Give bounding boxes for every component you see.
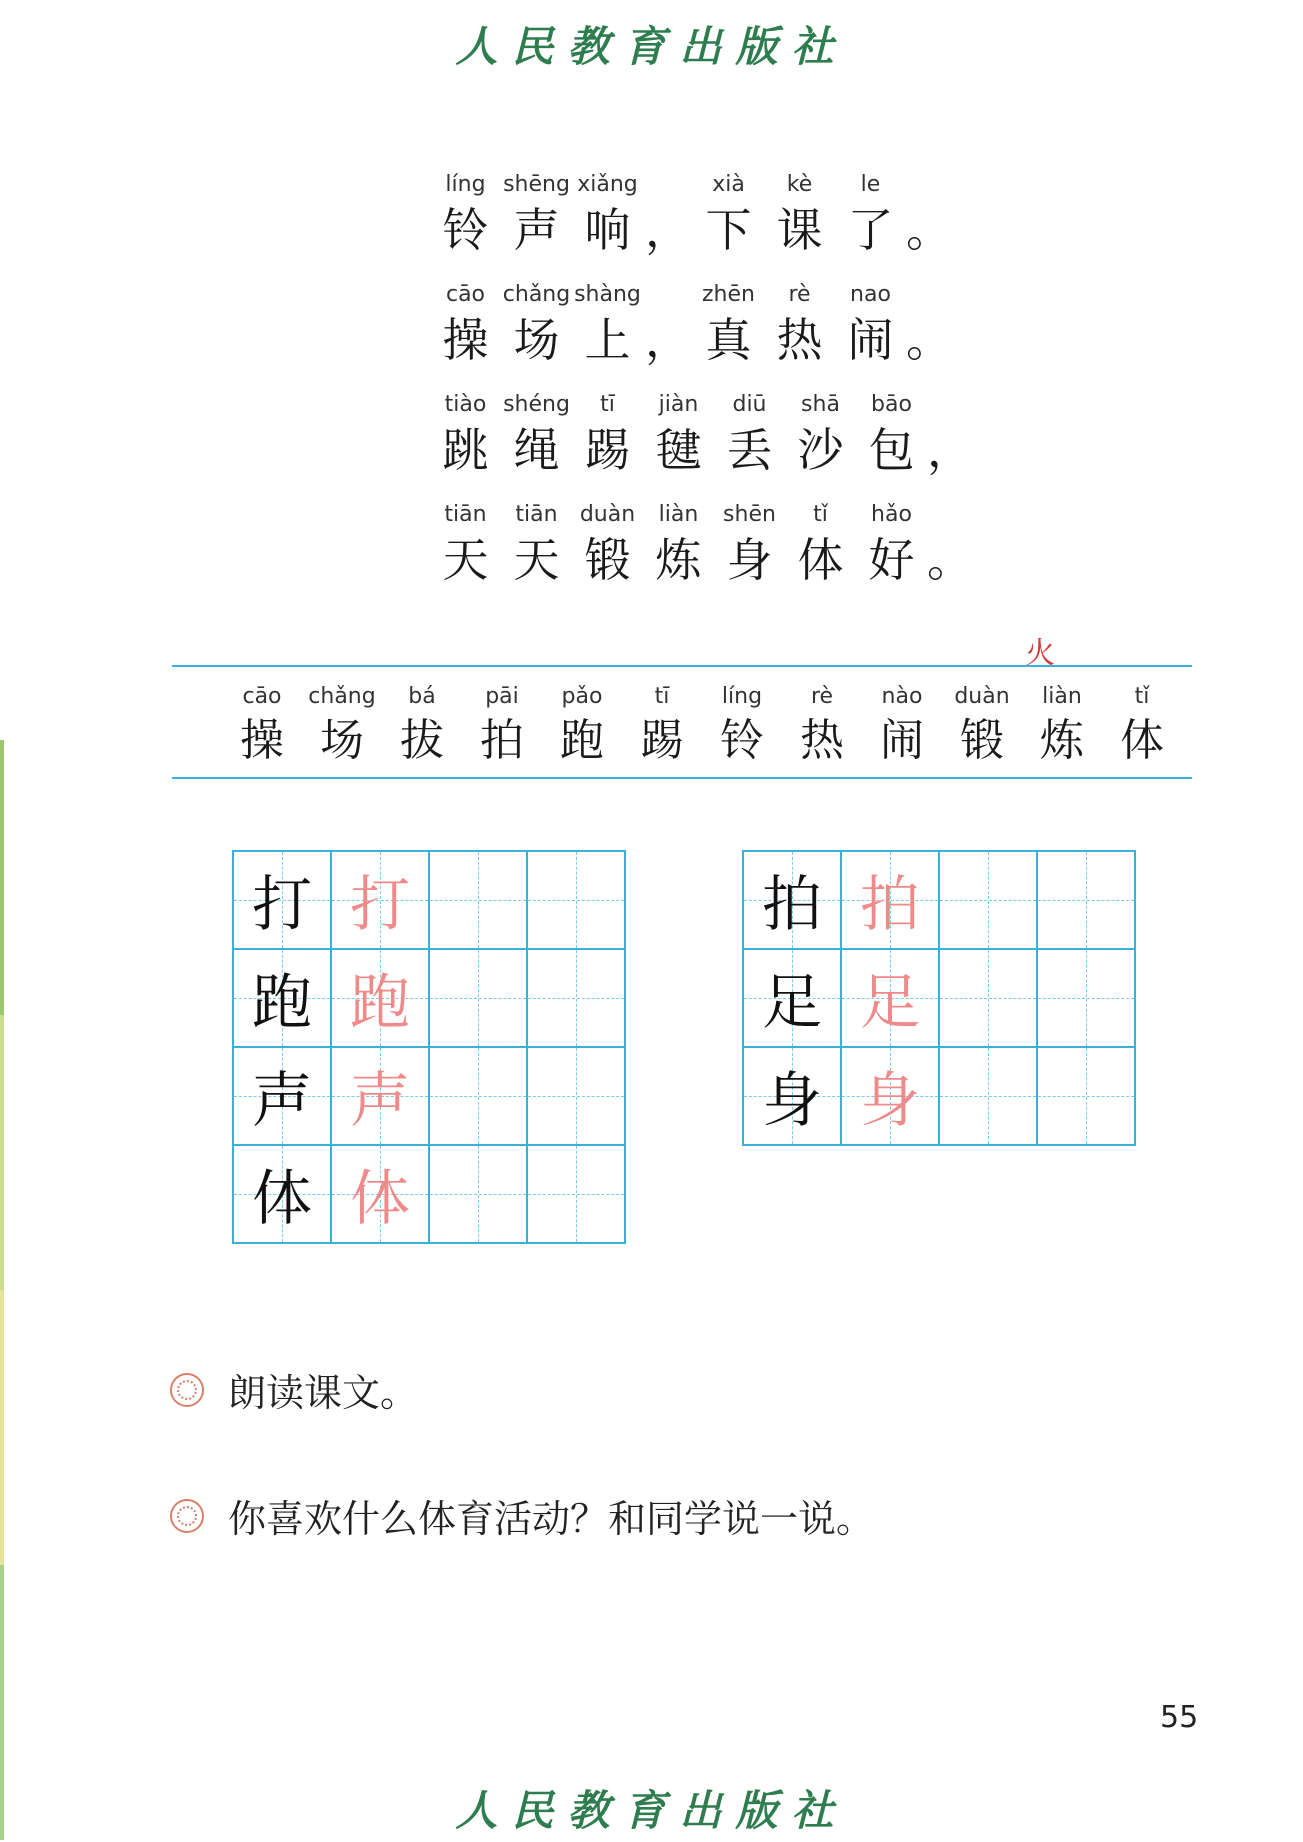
- hanzi: 闹: [847, 313, 894, 367]
- pinyin: bāo: [871, 392, 912, 417]
- hanzi: 锻: [960, 715, 1004, 766]
- grid-cell-blank[interactable]: [430, 950, 528, 1048]
- grid-cell-model: [744, 852, 842, 950]
- poem-syllable: [572, 500, 643, 590]
- vocabulary-list: [222, 681, 1182, 769]
- hanzi: 沙: [797, 423, 844, 477]
- hanzi: 热: [776, 313, 823, 367]
- poem-syllable: [501, 500, 572, 590]
- pinyin: rè: [788, 282, 811, 307]
- task-seal-icon: [170, 1373, 204, 1407]
- trace-character: 打: [350, 870, 410, 940]
- task-text: 你喜欢什么体育活动？和同学说一说。: [228, 1497, 875, 1541]
- pinyin: liàn: [1042, 684, 1082, 709]
- grid-cell-trace: [332, 950, 430, 1048]
- hanzi: 拔: [400, 715, 444, 766]
- hanzi: 真: [705, 313, 752, 367]
- model-character: 跑: [252, 968, 312, 1038]
- model-character: 打: [252, 870, 312, 940]
- vocab-item: [862, 681, 942, 769]
- hanzi: 天: [513, 533, 560, 587]
- hanzi: 铃: [442, 203, 489, 257]
- vocab-item: [382, 681, 462, 769]
- grid-cell-model: [234, 950, 332, 1048]
- vocab-item: [302, 681, 382, 769]
- grid-cell-blank[interactable]: [528, 950, 626, 1048]
- pinyin: xià: [712, 172, 745, 197]
- hanzi: 炼: [1040, 715, 1084, 766]
- task-seal-icon: [170, 1499, 204, 1533]
- poem-syllable: [693, 170, 764, 260]
- vocab-item: [702, 681, 782, 769]
- pinyin: chǎng: [308, 684, 376, 709]
- grid-cell-blank[interactable]: [940, 950, 1038, 1048]
- grid-cell-model: [234, 852, 332, 950]
- poem-syllable: [835, 280, 906, 370]
- poem-syllable: [835, 170, 906, 260]
- pinyin: hǎo: [871, 502, 912, 527]
- pinyin: xiǎng: [577, 172, 638, 197]
- grid-cell-model: [744, 950, 842, 1048]
- hanzi: 炼: [655, 533, 702, 587]
- hanzi: 了: [847, 203, 894, 257]
- poem-syllable: [501, 280, 572, 370]
- hanzi: 天: [442, 533, 489, 587]
- model-character: 声: [252, 1066, 312, 1136]
- grid-cell-blank[interactable]: [528, 1048, 626, 1146]
- trace-character: 足: [860, 968, 920, 1038]
- vocab-item: [782, 681, 862, 769]
- punctuation: 。: [906, 313, 952, 367]
- writing-grid-left: [232, 850, 626, 1244]
- punctuation: 。: [927, 533, 973, 587]
- grid-cell-blank[interactable]: [940, 852, 1038, 950]
- stroke-hint-radical: 火: [1025, 636, 1055, 671]
- grid-cell-blank[interactable]: [940, 1048, 1038, 1146]
- hanzi: 跑: [560, 715, 604, 766]
- hanzi: 声: [513, 203, 560, 257]
- vocab-item: [542, 681, 622, 769]
- hanzi: 课: [776, 203, 823, 257]
- hanzi: 踢: [584, 423, 631, 477]
- hanzi: 体: [1120, 715, 1164, 766]
- poem-line: [430, 150, 967, 260]
- pinyin: tǐ: [1134, 684, 1150, 709]
- poem-syllable: [693, 280, 764, 370]
- punctuation: 。: [906, 203, 952, 257]
- hanzi: 下: [705, 203, 752, 257]
- pinyin: nào: [881, 684, 923, 709]
- pinyin: chǎng: [502, 282, 571, 307]
- hanzi: 体: [797, 533, 844, 587]
- hanzi: 操: [240, 715, 284, 766]
- hanzi: 锻: [584, 533, 631, 587]
- publisher-watermark-top: 人民教育出版社: [455, 22, 848, 71]
- pinyin: tiào: [444, 392, 487, 417]
- vocab-item: [622, 681, 702, 769]
- hanzi: 操: [442, 313, 489, 367]
- grid-cell-trace: [842, 950, 940, 1048]
- pinyin: cāo: [242, 684, 282, 709]
- pinyin: bá: [408, 684, 436, 709]
- poem-syllable: [856, 500, 927, 590]
- hanzi: 身: [726, 533, 773, 587]
- hanzi: 闹: [880, 715, 924, 766]
- poem-syllable: [764, 280, 835, 370]
- pinyin: liàn: [658, 502, 699, 527]
- poem-syllable: [501, 390, 572, 480]
- grid-cell-trace: [332, 1146, 430, 1244]
- grid-cell-trace: [842, 852, 940, 950]
- punctuation: ，: [927, 423, 973, 477]
- poem-syllable: [430, 390, 501, 480]
- trace-character: 身: [860, 1066, 920, 1136]
- vocabulary-band: [172, 665, 1192, 779]
- pinyin: líng: [721, 684, 763, 709]
- vocab-item: [1022, 681, 1102, 769]
- pinyin: pāi: [485, 684, 519, 709]
- vocab-item: [462, 681, 542, 769]
- hanzi: 好: [868, 533, 915, 587]
- model-character: 体: [252, 1164, 312, 1234]
- pinyin: duàn: [579, 502, 636, 527]
- vocab-item: [942, 681, 1022, 769]
- vocab-item: [222, 681, 302, 769]
- poem-syllable: [430, 170, 501, 260]
- pinyin: tī: [600, 392, 615, 417]
- page-number: 55: [1160, 1700, 1199, 1735]
- pinyin: pǎo: [561, 684, 603, 709]
- poem-syllable: [430, 280, 501, 370]
- punctuation: ，: [645, 203, 691, 257]
- grid-cell-model: [744, 1048, 842, 1146]
- hanzi: 踢: [640, 715, 684, 766]
- grid-cell-blank[interactable]: [1038, 1048, 1136, 1146]
- poem-syllable: [714, 390, 785, 480]
- poem-syllable: [764, 170, 835, 260]
- pinyin: cāo: [445, 282, 486, 307]
- task-text: 朗读课文。: [228, 1371, 419, 1415]
- hanzi: 绳: [513, 423, 560, 477]
- poem-syllable: [572, 390, 643, 480]
- grid-cell-blank[interactable]: [1038, 852, 1136, 950]
- pinyin: tī: [654, 684, 670, 709]
- pinyin: jiàn: [658, 392, 699, 417]
- writing-grid-right: [742, 850, 1136, 1146]
- pinyin: diū: [732, 392, 767, 417]
- hanzi: 跳: [442, 423, 489, 477]
- trace-character: 拍: [860, 870, 920, 940]
- grid-cell-blank[interactable]: [430, 1048, 528, 1146]
- trace-character: 跑: [350, 968, 410, 1038]
- hanzi: 包: [868, 423, 915, 477]
- grid-cell-blank[interactable]: [528, 852, 626, 950]
- grid-cell-model: [234, 1146, 332, 1244]
- model-character: 拍: [762, 870, 822, 940]
- pinyin: shéng: [503, 392, 570, 417]
- poem-line: [430, 480, 973, 590]
- hanzi: 场: [513, 313, 560, 367]
- hanzi: 丢: [726, 423, 773, 477]
- hanzi: 场: [320, 715, 364, 766]
- hanzi: 响: [584, 203, 631, 257]
- poem-syllable: [501, 170, 572, 260]
- hanzi: 毽: [655, 423, 702, 477]
- poem-syllable: [572, 280, 643, 370]
- pinyin: shēng: [503, 172, 570, 197]
- grid-cell-model: [234, 1048, 332, 1146]
- pinyin: tiān: [515, 502, 558, 527]
- pinyin: shàng: [574, 282, 641, 307]
- pinyin: shā: [801, 392, 840, 417]
- poem-syllable: [643, 390, 714, 480]
- grid-cell-trace: [842, 1048, 940, 1146]
- hanzi: 热: [800, 715, 844, 766]
- pinyin: líng: [445, 172, 486, 197]
- poem-syllable: [856, 390, 927, 480]
- pinyin: rè: [810, 684, 834, 709]
- grid-cell-trace: [332, 1048, 430, 1146]
- publisher-watermark-bottom: 人民教育出版社: [455, 1786, 848, 1835]
- pinyin: le: [860, 172, 881, 197]
- pinyin: kè: [786, 172, 813, 197]
- grid-cell-blank[interactable]: [430, 852, 528, 950]
- poem-text: [430, 150, 973, 590]
- trace-character: 体: [350, 1164, 410, 1234]
- poem-syllable: [785, 500, 856, 590]
- pinyin: zhēn: [702, 282, 755, 307]
- model-character: 足: [762, 968, 822, 1038]
- poem-syllable: [714, 500, 785, 590]
- pinyin: shēn: [723, 502, 776, 527]
- poem-syllable: [785, 390, 856, 480]
- task-read-aloud: [170, 1362, 418, 1417]
- grid-cell-blank[interactable]: [1038, 950, 1136, 1048]
- pinyin: nao: [850, 282, 891, 307]
- grid-cell-blank[interactable]: [528, 1146, 626, 1244]
- punctuation: ，: [645, 313, 691, 367]
- page-edge-strip: [0, 740, 4, 1840]
- grid-cell-trace: [332, 852, 430, 950]
- pinyin: duàn: [954, 684, 1010, 709]
- poem-syllable: [572, 170, 643, 260]
- grid-cell-blank[interactable]: [430, 1146, 528, 1244]
- trace-character: 声: [350, 1066, 410, 1136]
- poem-line: [430, 260, 967, 370]
- vocab-item: [1102, 681, 1182, 769]
- poem-line: [430, 370, 973, 480]
- task-discuss: [170, 1488, 874, 1543]
- pinyin: tiān: [444, 502, 487, 527]
- poem-syllable: [643, 500, 714, 590]
- hanzi: 铃: [720, 715, 764, 766]
- model-character: 身: [762, 1066, 822, 1136]
- poem-syllable: [430, 500, 501, 590]
- hanzi: 上: [584, 313, 631, 367]
- hanzi: 拍: [480, 715, 524, 766]
- pinyin: tǐ: [813, 502, 828, 527]
